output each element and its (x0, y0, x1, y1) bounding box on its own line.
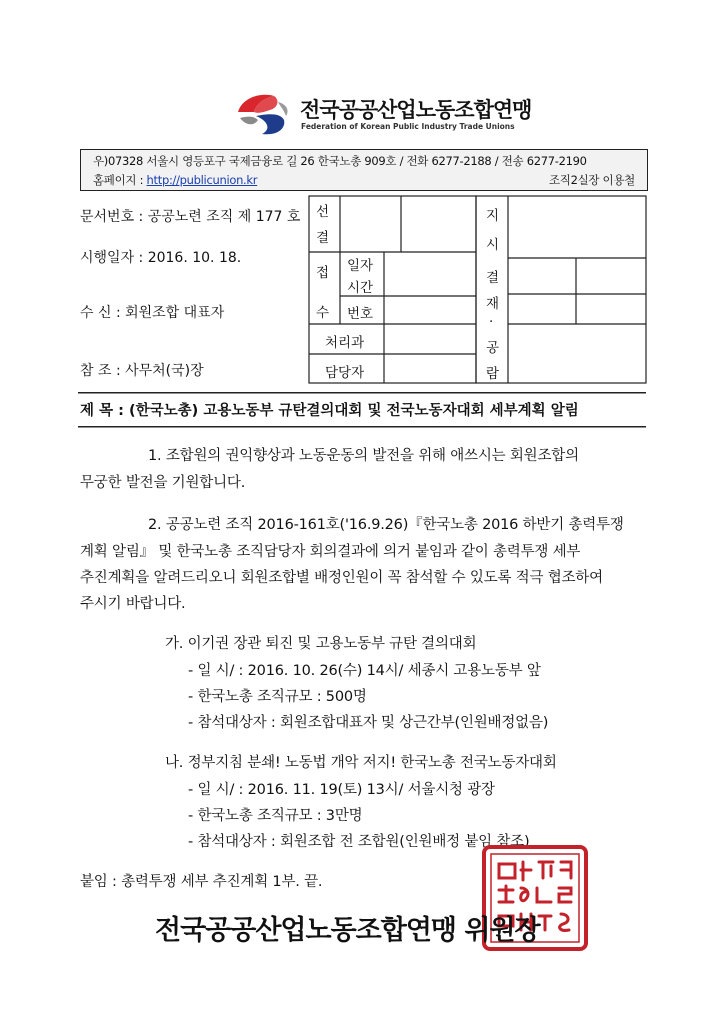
subject-line (80, 399, 579, 420)
subject-text: (한국노총) 고용노동부 규탄결의대회 및 전국노동자대회 세부계획 알림 (128, 403, 579, 419)
paragraph-2-line-4: 주시기 바랍니다. (80, 596, 186, 612)
paragraph-2-line-1: 2. 공공노련 조직 2016-161호('16.9.26)『한국노총 2016 하반기 총력투쟁 (148, 517, 624, 533)
label-number: 번호 (347, 306, 374, 322)
subject-label: 제 목 : (80, 403, 124, 419)
paragraph-2-line-3: 추진계획을 알려드리오니 회원조합별 배정인원이 꼭 참석할 수 있도록 적극 협조하여 (80, 570, 603, 586)
label-si: 시 (486, 237, 500, 253)
org-name-en: Federation of Korean Public Industry Trade Unions (301, 122, 515, 131)
label-gong: 공 (486, 340, 500, 356)
item-b-detail-3: - 참석대상자 : 회원조합 전 조합원(인원배정 붙임 참조) (188, 834, 530, 850)
contact-person: 조직2실장 이용철 (548, 173, 635, 187)
label-dept: 처리과 (325, 335, 365, 351)
item-a-title: 가. 이기권 장관 퇴진 및 고용노동부 규탄 결의대회 (165, 636, 477, 652)
item-a-detail-2: - 한국노총 조직규모 : 500명 (188, 689, 367, 705)
reference: 참 조 : 사무처(국)장 (80, 363, 204, 379)
label-seon: 선 (316, 204, 330, 220)
label-ji: 지 (486, 208, 500, 224)
homepage-link[interactable]: http://publicunion.kr (146, 173, 258, 187)
label-gyeol: 결 (316, 230, 330, 246)
item-b-detail-2: - 한국노총 조직규모 : 3만명 (188, 808, 363, 824)
item-b-detail-1: - 일 시/ : 2016. 11. 19(토) 13시/ 서울시청 광장 (188, 782, 495, 798)
item-a-detail-3: - 참석대상자 : 회원조합대표자 및 상근간부(인원배정없음) (188, 715, 549, 731)
label-gyeol2: 결 (486, 270, 500, 286)
label-date: 일자 (347, 258, 374, 274)
label-ram: 람 (486, 366, 500, 382)
paragraph-1-line-2: 무궁한 발전을 기원합니다. (80, 475, 246, 491)
label-su: 수 (316, 305, 330, 321)
label-time: 시간 (347, 280, 374, 296)
recipient: 수 신 : 회원조합 대표자 (80, 305, 225, 321)
label-person: 담당자 (325, 365, 365, 381)
signature: 전국공공산업노동조합연맹 위원장 (155, 915, 540, 946)
item-b-title: 나. 정부지침 분쇄! 노동법 개악 저지! 한국노총 전국노동자대회 (165, 755, 557, 771)
address-line: 우)07328 서울시 영등포구 국제금융로 길 26 한국노총 909호 / 전화 6277-2188 / 전송 6277-2190 (93, 154, 587, 168)
label-dot: · (489, 314, 494, 330)
paragraph-2-line-2: 계획 알림』 및 한국노총 조직담당자 회의결과에 의거 붙임과 같이 총력투쟁 세부 (80, 544, 581, 560)
doc-number: 문서번호 : 공공노련 조직 제 177 호 (80, 209, 301, 225)
address-box (80, 149, 648, 191)
item-a-detail-1: - 일 시/ : 2016. 10. 26(수) 14시/ 세종시 고용노동부 앞 (188, 663, 541, 679)
homepage-label: 홈페이지 : (93, 173, 144, 187)
paragraph-1-line-1: 1. 조합원의 권익향상과 노동운동의 발전을 위해 애쓰시는 회원조합의 (148, 448, 579, 464)
union-logo-icon (234, 90, 298, 138)
attachment-note: 붙임 : 총력투쟁 세부 추진계획 1부. 끝. (80, 874, 323, 890)
issue-date: 시행일자 : 2016. 10. 18. (80, 250, 242, 266)
org-name: 전국공공산업노동조합연맹 (300, 98, 532, 122)
label-jeop: 접 (316, 265, 330, 281)
label-jae: 재 (486, 296, 500, 312)
homepage-line (93, 172, 257, 188)
